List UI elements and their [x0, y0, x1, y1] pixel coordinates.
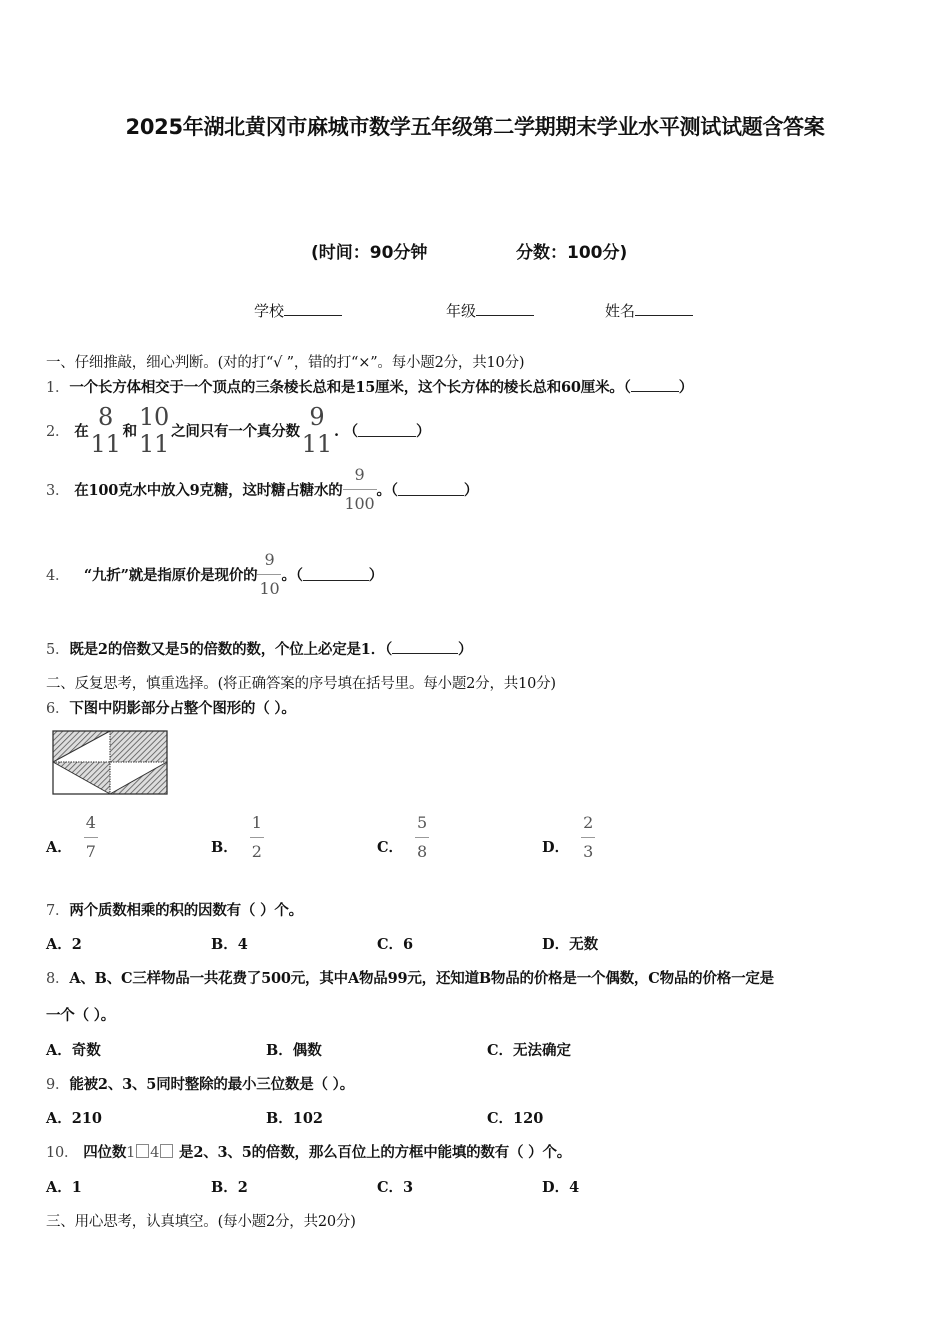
option-a[interactable]: A．奇数	[46, 1042, 101, 1059]
fraction	[581, 815, 595, 860]
question-text: 两个质数相乘的积的因数有（ ）个。	[69, 902, 303, 919]
answer-blank[interactable]	[303, 568, 369, 581]
answer-blank[interactable]	[398, 483, 464, 496]
answer-blank[interactable]	[358, 424, 416, 437]
option-c[interactable]: C．6	[377, 936, 414, 953]
question-number: 7．	[46, 903, 70, 919]
close-paren: ）	[458, 641, 473, 658]
name-blank[interactable]	[635, 301, 693, 316]
numerator: 9	[264, 550, 275, 569]
question-2	[46, 405, 430, 456]
question-text: 既是2的倍数又是5的倍数的数，个位上必定是1．（	[69, 641, 393, 658]
question-number: 3．	[46, 483, 70, 499]
denominator: 10	[259, 579, 280, 598]
option-c[interactable]	[377, 815, 429, 860]
option-d[interactable]: D．4	[542, 1179, 580, 1196]
option-a[interactable]	[46, 815, 98, 860]
school-blank[interactable]	[284, 301, 342, 316]
question-10	[46, 1141, 571, 1162]
close-paren: ）	[463, 482, 479, 499]
answer-blank[interactable]	[392, 641, 458, 654]
option-label: D．	[542, 839, 570, 856]
numerator: 2	[583, 813, 594, 832]
option-b[interactable]: B．偶数	[266, 1042, 322, 1059]
question-8-continued: 一个（ ）。	[46, 1007, 116, 1024]
question-text: 。（	[281, 567, 303, 584]
option-a[interactable]: A．1	[46, 1179, 82, 1196]
option-c[interactable]: C．120	[487, 1110, 544, 1127]
question-text: 四位数	[83, 1144, 127, 1161]
question-4	[46, 552, 383, 597]
digit: 4	[150, 1145, 160, 1161]
option-d[interactable]	[542, 815, 595, 860]
section-2-heading: 二、反复思考，慎重选择。(将正确答案的序号填在括号里。每小题2分，共10分)	[46, 676, 556, 692]
question-9	[46, 1073, 354, 1094]
option-a[interactable]: A．210	[46, 1110, 103, 1127]
fraction	[84, 815, 98, 860]
question-text: 是2、3、5的倍数，那么百位上的方框中能填的数有（ ）个。	[179, 1144, 572, 1161]
question-3	[46, 467, 478, 512]
fraction	[415, 815, 429, 860]
option-b[interactable]: B．2	[211, 1179, 248, 1196]
question-8	[46, 967, 774, 988]
time-label: (时间：90分钟	[311, 243, 428, 263]
grade-label: 年级	[446, 302, 477, 320]
school-field[interactable]	[254, 300, 342, 321]
fraction	[137, 405, 171, 456]
grade-blank[interactable]	[476, 301, 534, 316]
question-number: 9．	[46, 1077, 70, 1093]
question-text: 之间只有一个真分数	[171, 423, 300, 440]
question-text: A、B、C三样物品一共花费了500元，其中A物品99元，还知道B物品的价格是一个偶数，C物品的价格一定是	[69, 970, 774, 987]
denominator: 3	[583, 842, 594, 861]
question-text: “九折”就是指原价是现价的	[83, 567, 258, 584]
option-b[interactable]: B．4	[211, 936, 248, 953]
question-number: 4．	[46, 568, 70, 584]
question-text: 下图中阴影部分占整个图形的（ ）。	[69, 700, 296, 717]
fraction	[300, 405, 334, 456]
question-1	[46, 376, 693, 397]
denominator: 7	[85, 842, 96, 861]
option-b[interactable]	[211, 815, 264, 860]
question-number: 6．	[46, 701, 70, 717]
numerator: 1	[251, 813, 262, 832]
question-number: 5．	[46, 642, 70, 658]
fraction	[89, 405, 123, 456]
school-label: 学校	[254, 302, 285, 320]
name-field[interactable]	[605, 300, 693, 321]
option-a[interactable]: A．2	[46, 936, 82, 953]
question-number: 10．	[46, 1145, 79, 1161]
question-text: 一个长方体相交于一个顶点的三条棱长总和是15厘米，这个长方体的棱长总和60厘米。（	[69, 379, 631, 396]
question-text: . （	[333, 423, 358, 440]
close-paren: ）	[415, 423, 431, 440]
answer-blank[interactable]	[631, 379, 679, 392]
question-text: 能被2、3、5同时整除的最小三位数是（ ）。	[69, 1076, 354, 1093]
question-text: 在100克水中放入9克糖，这时糖占糖水的	[74, 482, 343, 499]
section-3-heading: 三、用心思考，认真填空。(每小题2分，共20分)	[46, 1214, 356, 1230]
question-number: 2．	[46, 424, 70, 440]
empty-box	[136, 1144, 149, 1158]
fraction	[250, 815, 264, 860]
question-number: 8．	[46, 971, 70, 987]
question-number: 1．	[46, 380, 70, 396]
denominator: 2	[251, 842, 262, 861]
shaded-rectangle-figure	[52, 730, 170, 798]
numerator: 10	[138, 403, 170, 431]
numerator: 5	[417, 813, 428, 832]
digit: 1	[126, 1145, 136, 1161]
option-c[interactable]: C．无法确定	[487, 1042, 572, 1059]
option-label: B．	[211, 839, 238, 856]
option-b[interactable]: B．102	[266, 1110, 324, 1127]
denominator: 11	[301, 430, 332, 458]
denominator: 11	[138, 430, 170, 458]
fraction	[343, 467, 377, 512]
numerator: 8	[98, 403, 114, 431]
numerator: 9	[354, 465, 365, 484]
question-text: 和	[122, 423, 137, 440]
question-5	[46, 638, 472, 659]
fraction	[257, 552, 281, 597]
document-title: 2025年湖北黄冈市麻城市数学五年级第二学期期末学业水平测试试题含答案	[125, 115, 825, 139]
numerator: 9	[309, 403, 325, 431]
option-c[interactable]: C．3	[377, 1179, 414, 1196]
option-label: C．	[377, 839, 404, 856]
question-7	[46, 899, 303, 920]
question-text: 在	[74, 423, 89, 440]
question-6	[46, 697, 296, 718]
section-1-heading: 一、仔细推敲，细心判断。(对的打“√ ”，错的打“×”。每小题2分，共10分)	[46, 355, 525, 371]
question-text: 。（	[376, 482, 398, 499]
denominator: 11	[90, 430, 121, 458]
empty-box	[160, 1144, 173, 1158]
close-paren: ）	[678, 379, 694, 396]
denominator: 100	[344, 494, 375, 513]
name-label: 姓名	[605, 302, 636, 320]
denominator: 8	[417, 842, 428, 861]
numerator: 4	[85, 813, 96, 832]
score-label: 分数：100分)	[516, 243, 628, 263]
option-d[interactable]: D．无数	[542, 936, 599, 953]
option-label: A．	[46, 839, 72, 856]
grade-field[interactable]	[446, 300, 534, 321]
close-paren: ）	[368, 567, 384, 584]
